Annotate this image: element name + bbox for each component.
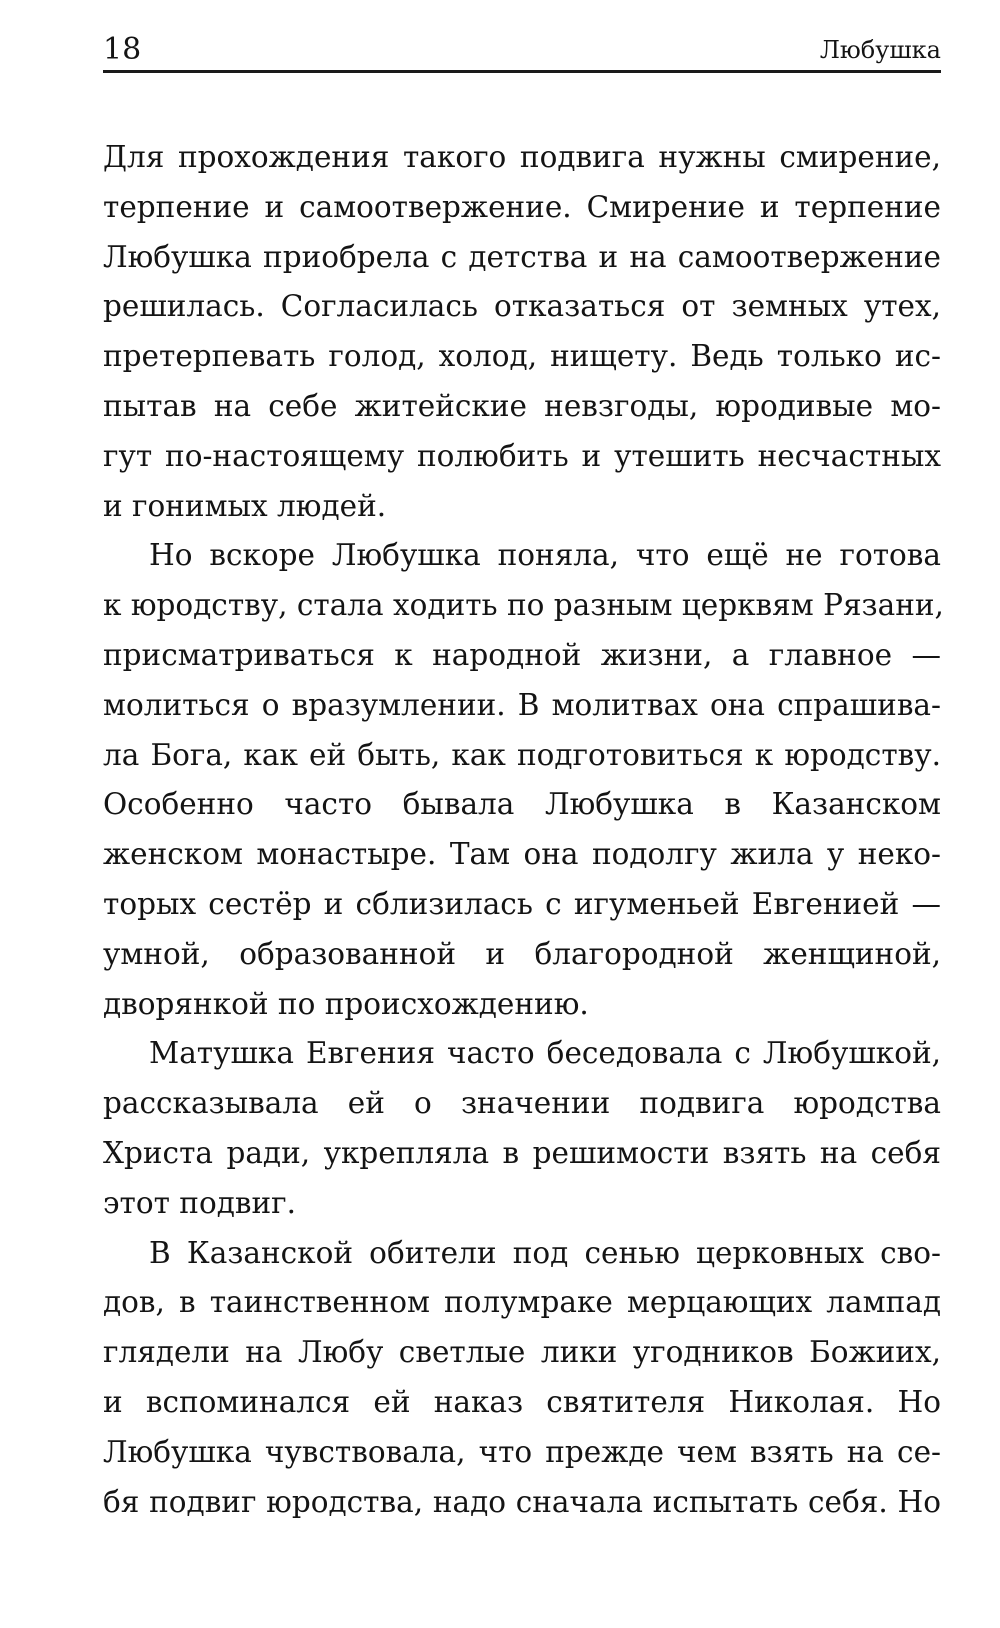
text-line: пытав на себе житейские невзгоды, юродивые мо-	[103, 388, 941, 423]
text-line: умной, образованной и благородной женщиной,	[103, 936, 941, 971]
page-number: 18	[103, 32, 142, 67]
paragraph-3	[103, 1029, 941, 1228]
text-line: рассказывала ей о значении подвига юродства	[103, 1086, 941, 1121]
text-line: молиться о вразумлении. В молитвах она спрашива-	[103, 687, 941, 722]
text-line: терпение и самоотвержение. Смирение и терпение	[103, 189, 941, 224]
text-line: Но вскоре Любушка поняла, что ещё не готова	[149, 538, 941, 573]
text-line: бя подвиг юродства, надо сначала испытать себя. Но	[103, 1484, 941, 1519]
text-line: к юродству, стала ходить по разным церквям Рязани,	[103, 588, 944, 623]
text-line: Христа ради, укрепляла в решимости взять на себя	[103, 1135, 941, 1170]
text-line: и вспоминался ей наказ святителя Николая. Но	[103, 1384, 941, 1419]
paragraph-2	[103, 531, 944, 1029]
text-line: Особенно часто бывала Любушка в Казанском	[103, 787, 941, 822]
text-line: глядели на Любу светлые лики угодников Божиих,	[103, 1335, 941, 1370]
page-header	[103, 30, 941, 73]
text-line: этот подвиг.	[103, 1185, 296, 1220]
text-line: Любушка чувствовала, что прежде чем взять на се-	[103, 1434, 941, 1469]
paragraph-4	[103, 1229, 941, 1528]
text-line: торых сестёр и сблизилась с игуменьей Евгенией —	[103, 886, 941, 921]
text-line: претерпевать голод, холод, нищету. Ведь только ис-	[103, 339, 941, 374]
text-line: гут по-настоящему полюбить и утешить несчастных	[103, 438, 941, 473]
running-title: Любушка	[819, 36, 941, 64]
text-line: присматриваться к народной жизни, а главное —	[103, 637, 941, 672]
text-line: ла Бога, как ей быть, как подготовиться к юродству.	[103, 737, 941, 772]
text-line: Любушка приобрела с детства и на самоотвержение	[103, 239, 941, 274]
text-line: и гонимых людей.	[103, 488, 387, 523]
text-line: решилась. Согласилась отказаться от земных утех,	[103, 289, 941, 324]
paragraph-1	[103, 133, 941, 531]
text-line: женском монастыре. Там она подолгу жила у неко-	[103, 837, 941, 872]
text-line: дворянкой по происхождению.	[103, 986, 589, 1021]
body-text	[103, 133, 944, 1527]
text-line: дов, в таинственном полумраке мерцающих лампад	[103, 1285, 941, 1320]
text-line: В Казанской обители под сенью церковных сво-	[149, 1235, 941, 1270]
text-line: Матушка Евгения часто беседовала с Любушкой,	[149, 1036, 941, 1071]
text-line: Для прохождения такого подвига нужны смирение,	[103, 140, 941, 174]
